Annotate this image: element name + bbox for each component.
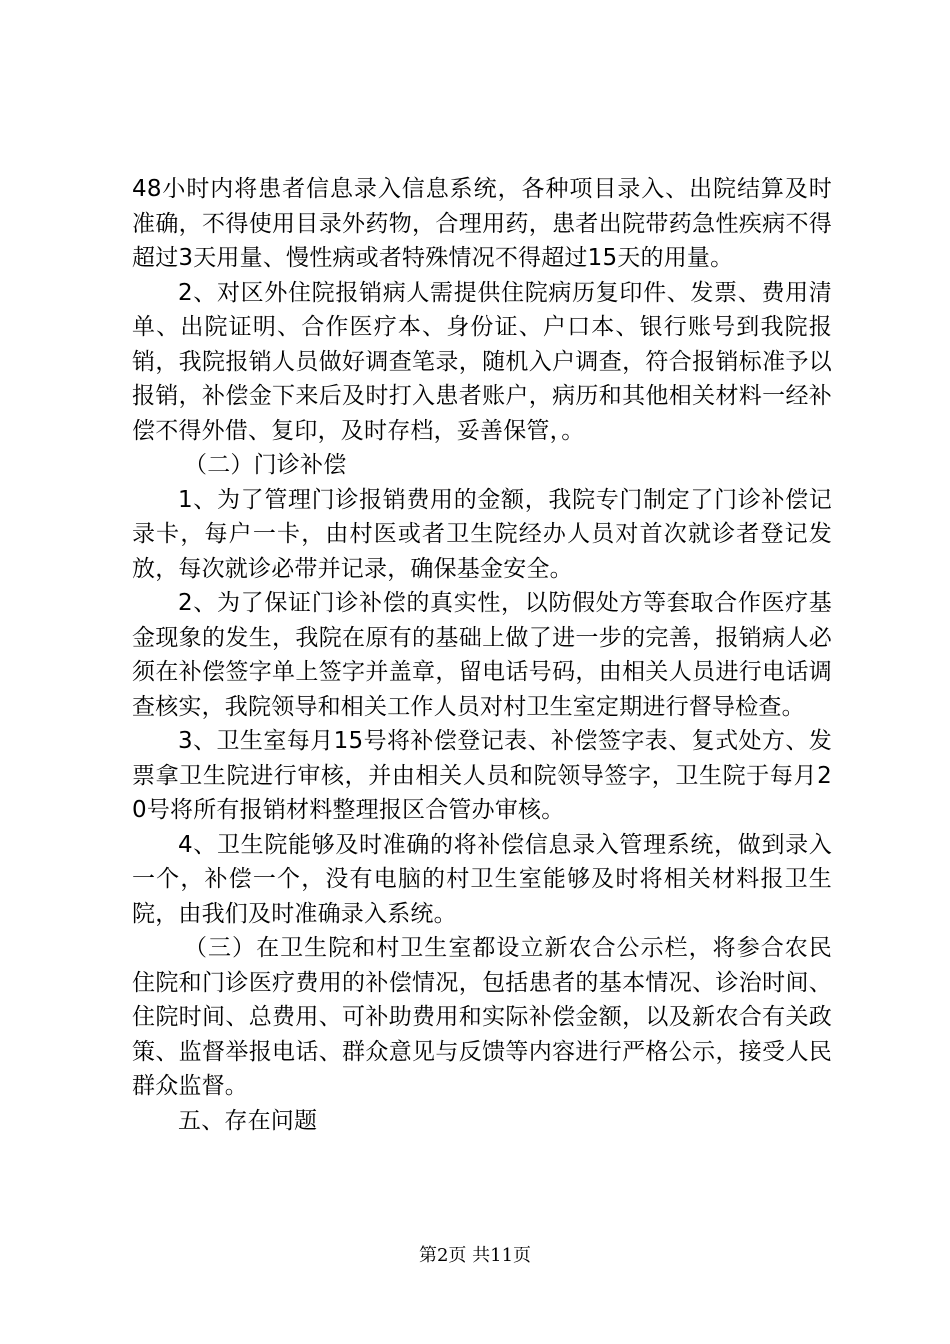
section-heading-outpatient: （二）门诊补偿	[184, 452, 347, 478]
document-body	[132, 172, 832, 1138]
paragraph-monthly-review: 3、卫生室每月15号将补偿登记表、补偿签字表、复式处方、发票拿卫生院进行审核，并由相关人员和院领导签字，卫生院于每月20号将所有报销材料整理报区合管办审核。	[132, 728, 832, 823]
paragraph-system-entry: 4、卫生院能够及时准确的将补偿信息录入管理系统，做到录入一个，补偿一个，没有电脑的村卫生室能够及时将相关材料报卫生院，由我们及时准确录入系统。	[132, 831, 832, 927]
page-footer: 第2页 共11页	[418, 1245, 532, 1266]
paragraph-outpatient-record-card: 1、为了管理门诊报销费用的金额，我院专门制定了门诊补偿记录卡，每户一卡，由村医或者卫生院经办人员对首次就诊者登记发放，每次就诊必带并记录，确保基金安全。	[132, 486, 832, 582]
paragraph-public-notice: （三）在卫生院和村卫生室都设立新农合公示栏，将参合农民住院和门诊医疗费用的补偿情况，包括患者的基本情况、诊治时间、住院时间、总费用、可补助费用和实际补偿金额，以及新农合有关政策、监督举报电话、群众意见与反馈等内容进行严格公示，接受人民群众监督。	[132, 935, 832, 1099]
paragraph-inpatient-entry: 48小时内将患者信息录入信息系统，各种项目录入、出院结算及时准确，不得使用目录外药物，合理用药，患者出院带药急性疾病不得超过3天用量、慢性病或者特殊情况不得超过15天的用量。	[132, 176, 832, 271]
section-heading-problems: 五、存在问题	[178, 1107, 318, 1134]
paragraph-outpatient-authenticity: 2、为了保证门诊补偿的真实性，以防假处方等套取合作医疗基金现象的发生，我院在原有的基础上做了进一步的完善，报销病人必须在补偿签字单上签字并盖章，留电话号码，由相关人员进行电话调查核实，我院领导和相关工作人员对村卫生室定期进行督导检查。	[132, 590, 832, 720]
paragraph-out-of-district-reimbursement: 2、对区外住院报销病人需提供住院病历复印件、发票、费用清单、出院证明、合作医疗本、身份证、户口本、银行账号到我院报销，我院报销人员做好调查笔录，随机入户调查，符合报销标准予以报销，补偿金下来后及时打入患者账户，病历和其他相关材料一经补偿不得外借、复印，及时存档，妥善保管，。	[132, 279, 832, 444]
